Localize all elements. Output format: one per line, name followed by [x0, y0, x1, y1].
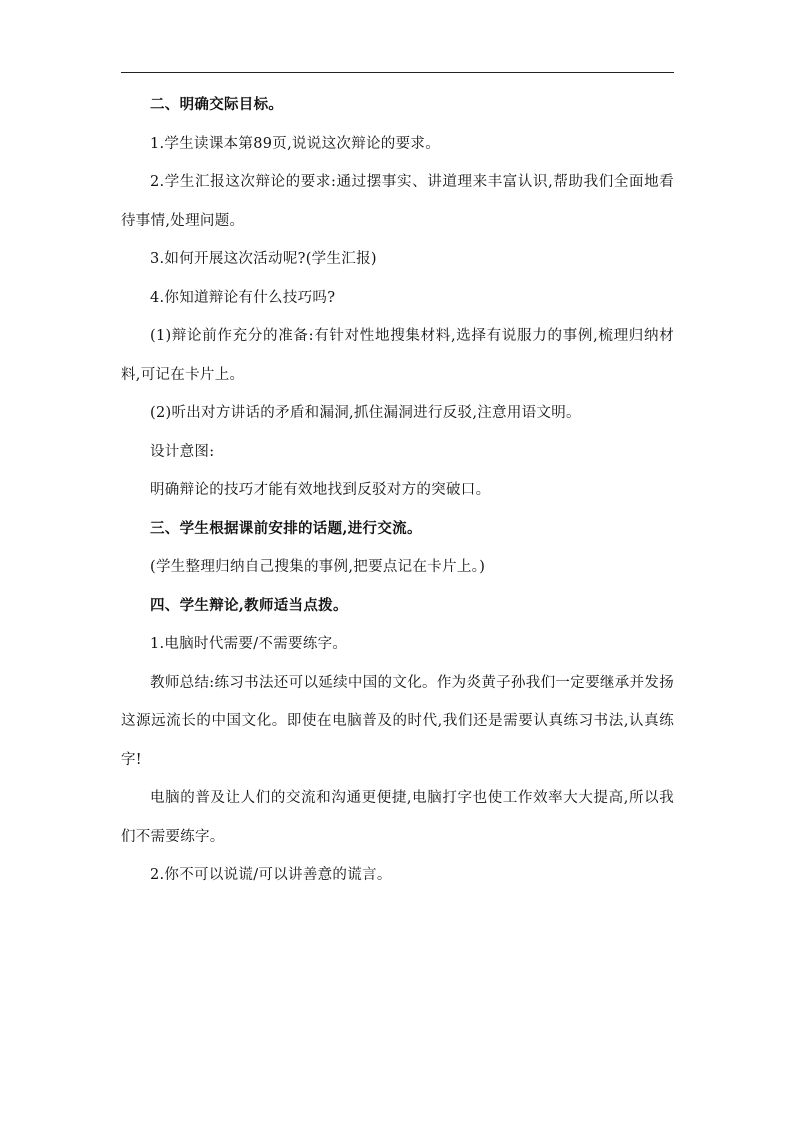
- paragraph: 设计意图:: [150, 443, 215, 460]
- paragraph: (1)辩论前作充分的准备:有针对性地搜集材料,选择有说服力的事例,梳理归纳材料,可记在卡片上。: [121, 328, 674, 383]
- section-heading-2: 二、明确交际目标。: [150, 96, 284, 113]
- paragraph: 2.你不可以说谎/可以讲善意的谎言。: [150, 867, 392, 883]
- paragraph: 1.学生读课本第89页,说说这次辩论的要求。: [150, 135, 440, 152]
- paragraph: 教师总结:练习书法还可以延续中国的文化。作为炎黄子孙我们一定要继承并发扬这源远流长的中国文化。即使在电脑普及的时代,我们还是需要认真练习书法,认真练字!: [121, 674, 674, 768]
- paragraph: 2.学生汇报这次辩论的要求:通过摆事实、讲道理来丰富认识,帮助我们全面地看待事情,处理问题。: [121, 174, 674, 229]
- paragraph: (2)听出对方讲话的矛盾和漏洞,抓住漏洞进行反驳,注意用语文明。: [150, 405, 581, 421]
- paragraph: 明确辩论的技巧才能有效地找到反驳对方的突破口。: [150, 482, 491, 498]
- paragraph: 4.你知道辩论有什么技巧吗?: [150, 289, 336, 306]
- paragraph: 1.电脑时代需要/不需要练字。: [150, 636, 348, 652]
- paragraph: (学生整理归纳自己搜集的事例,把要点记在卡片上。): [150, 559, 486, 575]
- section-heading-4: 四、学生辩论,教师适当点拨。: [150, 596, 348, 614]
- paragraph: 3.如何开展这次活动呢?(学生汇报): [150, 251, 377, 267]
- header-rule: [121, 72, 674, 73]
- document-body: [121, 86, 674, 895]
- section-heading-3: 三、学生根据课前安排的话题,进行交流。: [150, 519, 422, 537]
- paragraph: 电脑的普及让人们的交流和沟通更便捷,电脑打字也使工作效率大大提高,所以我们不需要练字。: [121, 790, 674, 845]
